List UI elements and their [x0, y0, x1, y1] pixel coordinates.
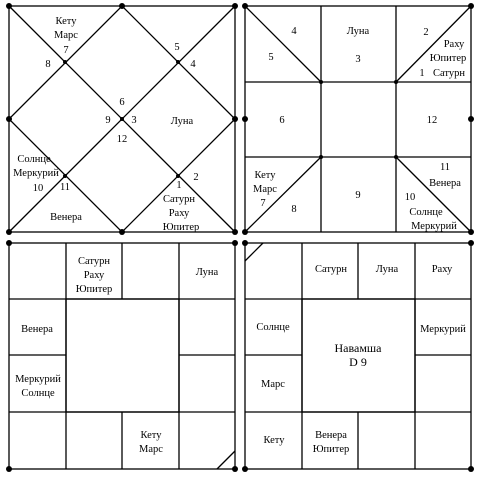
- east-house-10: 10: [404, 192, 416, 203]
- east-house-7: 7: [260, 198, 266, 209]
- south-sun-label: Солнце: [21, 388, 55, 399]
- navamsha-jupiter-label: Юпитер: [312, 444, 350, 455]
- east-house-11: 11: [439, 162, 451, 173]
- north-venus-label: Венера: [50, 212, 82, 223]
- south-saturn-label: Сатурн: [78, 256, 110, 267]
- north-house-3: 3: [131, 115, 137, 126]
- north-sun-label: Солнце: [17, 154, 51, 165]
- east-kethu-label: Кету: [254, 170, 276, 181]
- north-kethu-label: Кету: [55, 16, 77, 27]
- east-house-12: 12: [426, 115, 438, 126]
- north-house-6: 6: [119, 97, 125, 108]
- north-mars-label: Марс: [54, 30, 78, 41]
- east-house-3: 3: [355, 54, 361, 65]
- east-venus-label: Венера: [429, 178, 461, 189]
- east-house-8: 8: [291, 204, 297, 215]
- east-rahu-label: Раху: [443, 39, 465, 50]
- south-moon-label: Луна: [195, 267, 219, 278]
- east-saturn-label: Сатурн: [433, 68, 465, 79]
- navamsha-rahu-label: Раху: [431, 264, 453, 275]
- north-house-10: 10: [32, 183, 44, 194]
- south-mercury-label: Меркурий: [15, 374, 61, 385]
- south-venus-label: Венера: [21, 324, 53, 335]
- navamsha-title: Навамша: [334, 341, 382, 355]
- east-house-9: 9: [355, 190, 361, 201]
- north-house-11: 11: [59, 182, 71, 193]
- east-house-4: 4: [291, 26, 297, 37]
- navamsha-saturn-label: Сатурн: [315, 264, 347, 275]
- south-indian-chart: [6, 240, 238, 472]
- east-house-1: 1: [419, 68, 425, 79]
- navamsha-chart: [242, 240, 474, 472]
- east-moon-label: Луна: [346, 26, 370, 37]
- east-sun-label: Солнце: [409, 207, 443, 218]
- navamsha-moon-label: Луна: [375, 264, 399, 275]
- north-house-4: 4: [190, 59, 196, 70]
- north-house-8: 8: [45, 59, 51, 70]
- east-jupiter-label: Юпитер: [429, 53, 467, 64]
- north-house-12: 12: [116, 134, 128, 145]
- north-house-1: 1: [176, 180, 182, 191]
- south-mars-label: Марс: [139, 444, 163, 455]
- north-house-7: 7: [63, 45, 69, 56]
- navamsha-kethu-label: Кету: [263, 435, 285, 446]
- navamsha-subtitle: D 9: [349, 355, 367, 369]
- north-house-2: 2: [193, 172, 199, 183]
- east-house-2: 2: [423, 27, 429, 38]
- north-mercury-label: Меркурий: [13, 168, 59, 179]
- east-indian-chart: [242, 3, 474, 235]
- north-jupiter-label: Юпитер: [162, 222, 200, 233]
- navamsha-venus-label: Венера: [315, 430, 347, 441]
- navamsha-sun-label: Солнце: [256, 322, 290, 333]
- navamsha-mars-label: Марс: [261, 379, 285, 390]
- east-house-5: 5: [268, 52, 274, 63]
- north-house-5: 5: [174, 42, 180, 53]
- north-indian-chart: [6, 3, 238, 235]
- east-mars-label: Марс: [253, 184, 277, 195]
- north-house-9: 9: [105, 115, 111, 126]
- south-jupiter-label: Юпитер: [75, 284, 113, 295]
- north-saturn-label: Сатурн: [163, 194, 195, 205]
- east-house-6: 6: [279, 115, 285, 126]
- north-moon-label: Луна: [170, 116, 194, 127]
- navamsha-mercury-label: Меркурий: [420, 324, 466, 335]
- south-rahu-label: Раху: [83, 270, 105, 281]
- north-rahu-label: Раху: [168, 208, 190, 219]
- east-mercury-label: Меркурий: [411, 221, 457, 232]
- south-kethu-label: Кету: [140, 430, 162, 441]
